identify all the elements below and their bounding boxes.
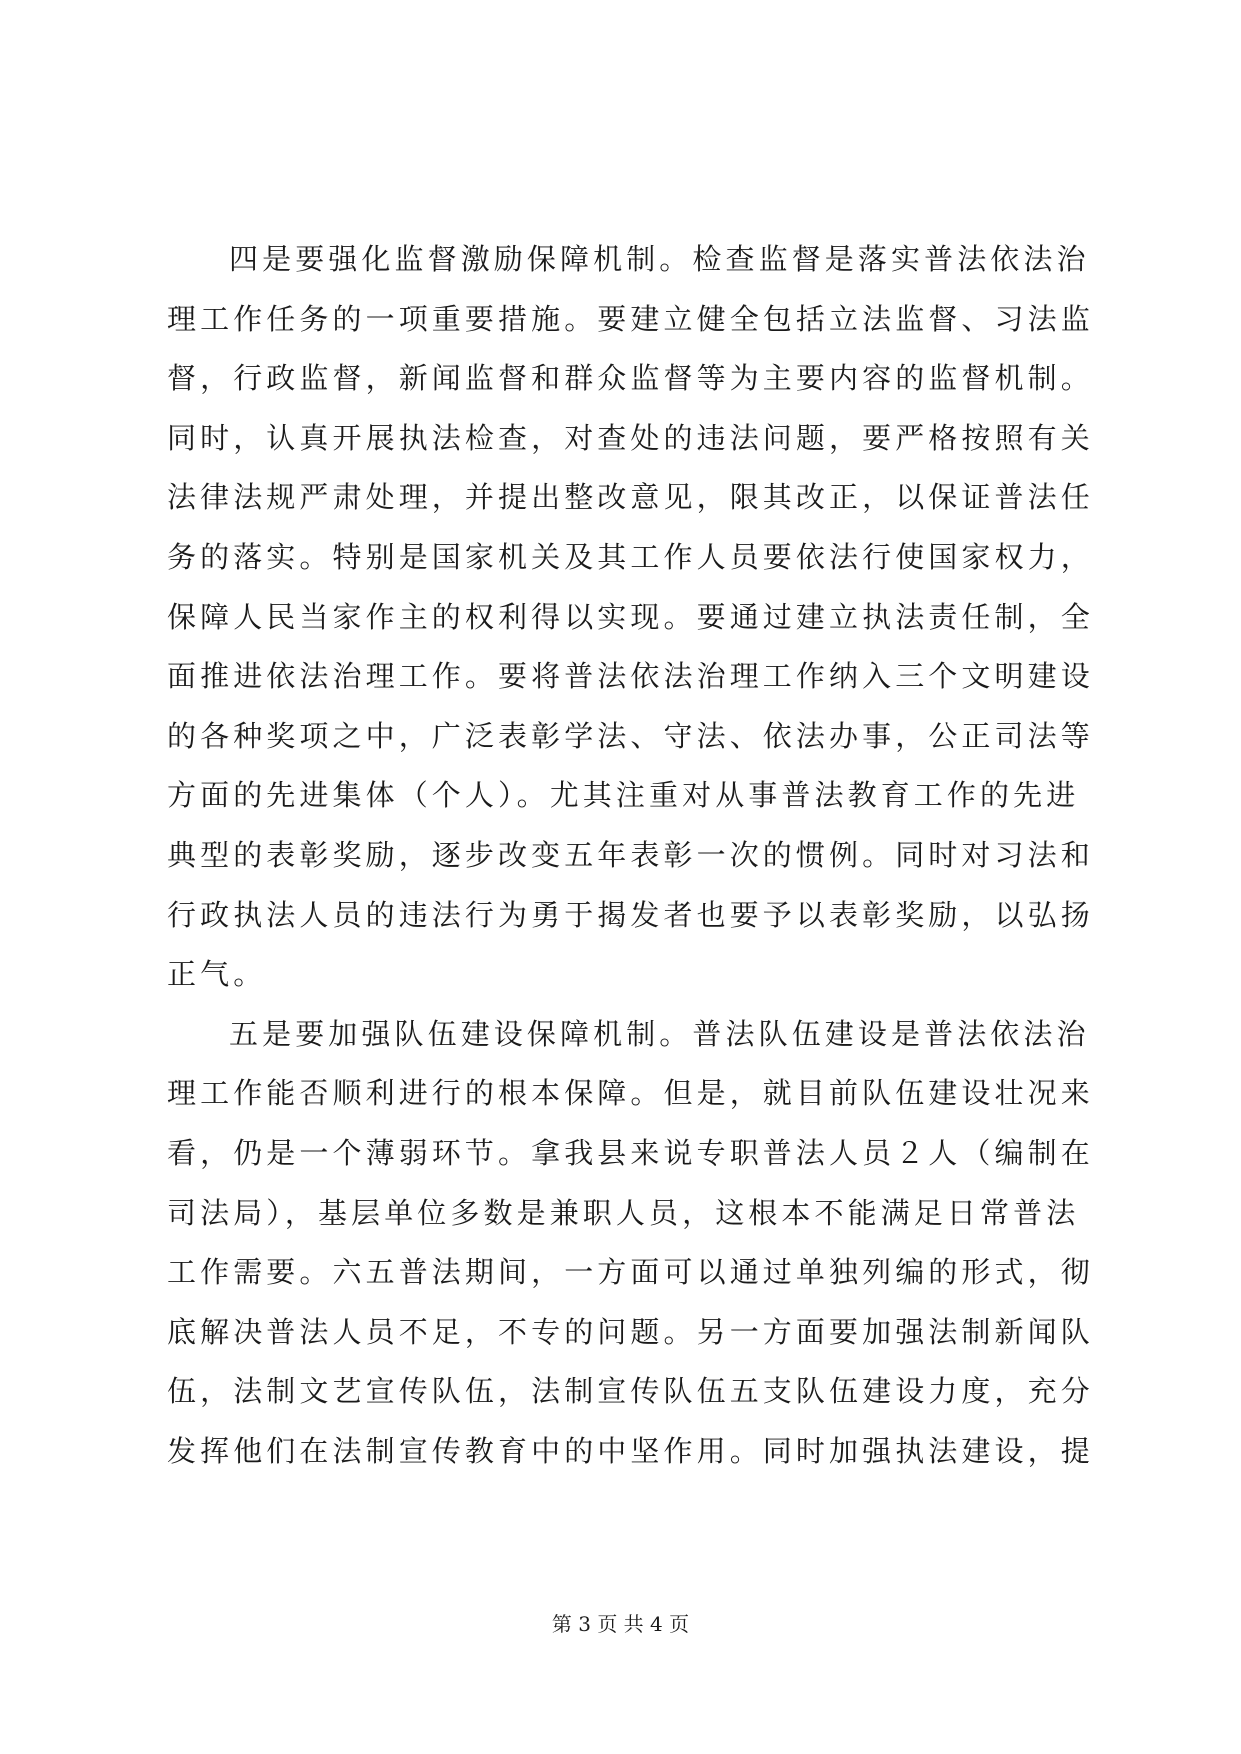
paragraph-line: 理工作任务的一项重要措施。要建立健全包括立法监督、习法监 [167,301,1094,336]
paragraph-line: 底解决普法人员不足，不专的问题。另一方面要加强法制新闻队 [167,1314,1094,1349]
paragraph-line: 务的落实。特别是国家机关及其工作人员要依法行使国家权力， [167,539,1094,574]
paragraph-line: 发挥他们在法制宣传教育中的中坚作用。同时加强执法建设，提 [167,1433,1094,1468]
page-number-footer: 第 3 页 共 4 页 [551,1612,690,1636]
paragraph-line: 司法局），基层单位多数是兼职人员，这根本不能满足日常普法 [167,1195,1080,1230]
paragraph-line: 典型的表彰奖励，逐步改变五年表彰一次的惯例。同时对习法和 [167,837,1094,872]
paragraph-line: 理工作能否顺利进行的根本保障。但是，就目前队伍建设壮况来 [167,1076,1094,1111]
paragraph-line: 督，行政监督，新闻监督和群众监督等为主要内容的监督机制。 [167,361,1094,396]
paragraph-line: 看，仍是一个薄弱环节。拿我县来说专职普法人员２人（编制在 [167,1135,1094,1170]
paragraph-line: 行政执法人员的违法行为勇于揭发者也要予以表彰奖励，以弘扬 [167,897,1094,932]
paragraph-line: 四是要强化监督激励保障机制。检查监督是落实普法依法治 [229,242,1090,276]
paragraph-line: 面推进依法治理工作。要将普法依法治理工作纳入三个文明建设 [167,659,1094,694]
paragraph-line: 方面的先进集体（个人）。尤其注重对从事普法教育工作的先进 [167,778,1080,813]
paragraph-line: 伍，法制文艺宣传队伍，法制宣传队伍五支队伍建设力度，充分 [167,1374,1094,1409]
paragraph-line: 的各种奖项之中，广泛表彰学法、守法、依法办事，公正司法等 [167,718,1094,753]
paragraph-line: 同时，认真开展执法检查，对查处的违法问题，要严格按照有关 [167,420,1094,455]
paragraph-line: 工作需要。六五普法期间，一方面可以通过单独列编的形式，彻 [167,1255,1094,1290]
body-text [167,230,1094,1481]
paragraph-line: 正气。 [167,957,267,992]
paragraph-line: 保障人民当家作主的权利得以实现。要通过建立执法责任制，全 [167,599,1094,634]
paragraph-line: 五是要加强队伍建设保障机制。普法队伍建设是普法依法治 [229,1016,1090,1051]
paragraph-line: 法律法规严肃处理，并提出整改意见，限其改正，以保证普法任 [167,480,1094,515]
